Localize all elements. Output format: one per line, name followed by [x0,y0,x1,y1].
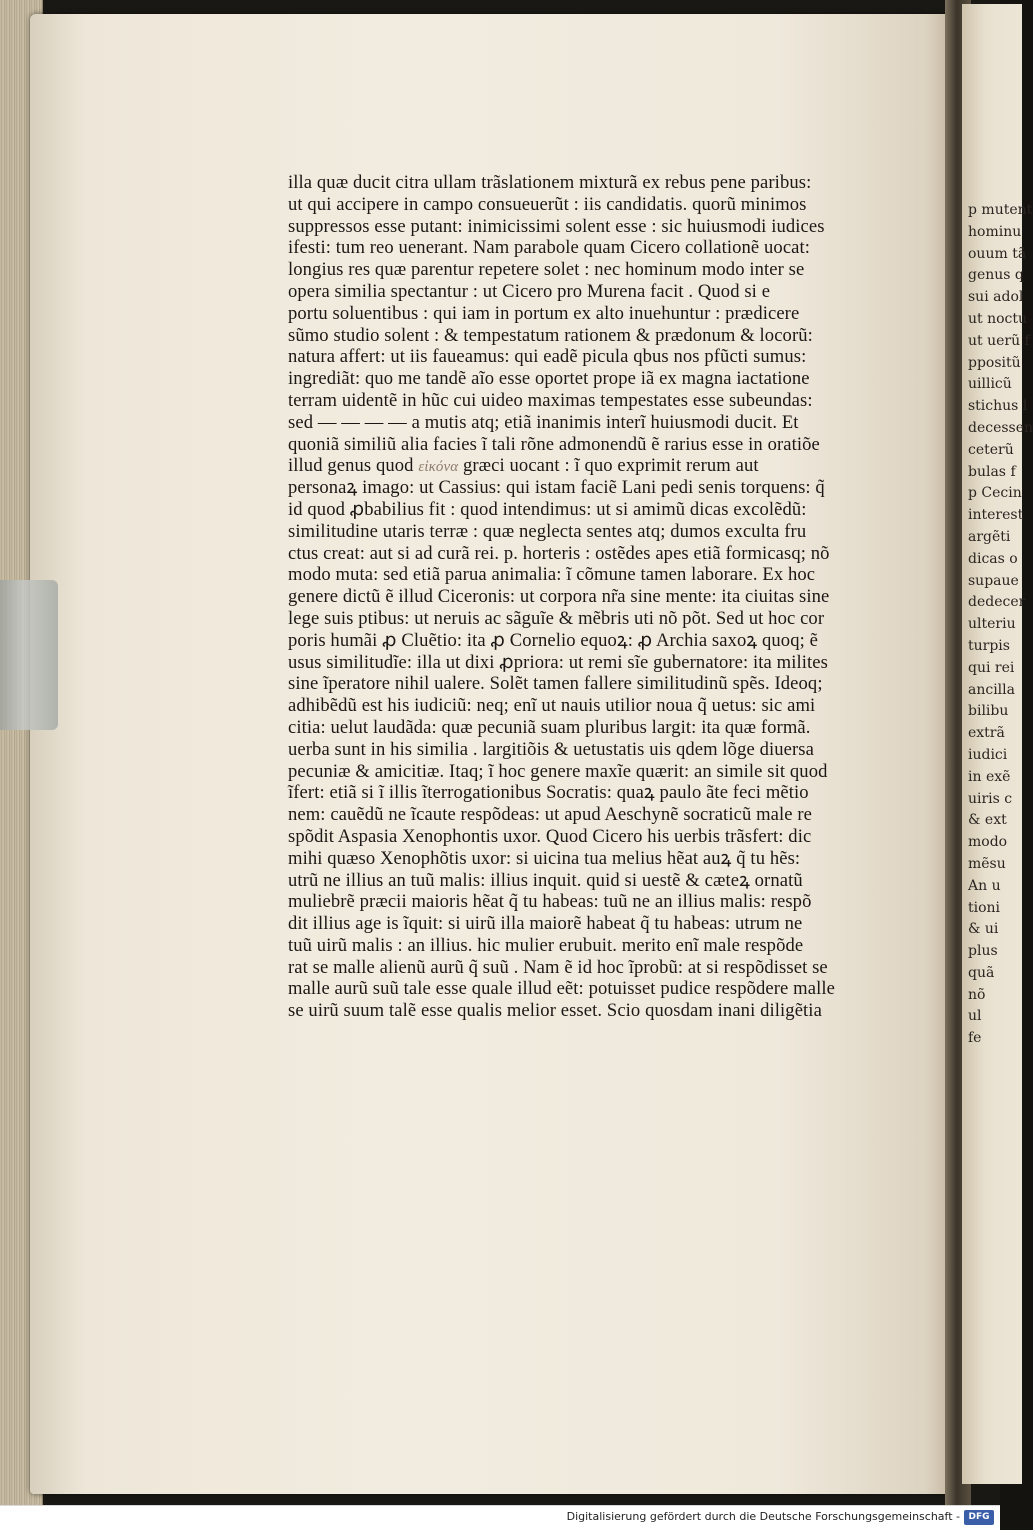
facing-text-line: ut uerũ f [968,332,1030,349]
bookmark-tab [0,580,58,730]
text-line: suppressos esse putant: inimicissimi solent esse : sic huiusmodi iudices [288,215,825,237]
facing-text-line: & ext [968,812,1007,829]
text-line: spõdit Aspasia Xenophontis uxor. Quod Cicero his uerbis trãsfert: dic [288,825,812,847]
facing-text-line: decessen [968,419,1033,436]
dfg-logo: DFG [964,1510,994,1525]
facing-text-line: stichus l [968,398,1028,415]
text-line: ifesti: tum reo uenerant. Nam parabole quam Cicero collationẽ uocat: [288,237,811,259]
text-line: adhibẽdũ est his iudiciũ: neq; enĩ ut nauis utilior noua q̃ uetus: sic ami [288,695,816,717]
text-line: ĩfert: etiã si ĩ illis ĩterrogationibus Socratis: quaꝝ paulo ãte feci mẽtio [288,782,809,804]
text-line: ingrediãt: quo me tandẽ aĩo esse oportet prope iã ex magna iactatione [288,368,810,390]
text-line: rat se malle alienũ aurũ q̃ suũ . Nam ẽ id hoc ĩprobũ: at si respõdisset se [288,956,828,978]
facing-text-line: bilibu [968,703,1009,720]
facing-text-line: dedecer [968,594,1026,611]
facing-text-line: hominu [968,223,1022,240]
facing-text-line: qui rei [968,659,1015,676]
facing-text-line: uillicũ [968,376,1012,393]
facing-text-line: tioni [968,899,1001,916]
facing-text-line: fe [968,1030,982,1047]
text-line: dit illius age is ĩquit: si uirũ illa maiorẽ habeat q̃ tu habeas: utrum ne [288,913,803,935]
text-line: opera similia spectantur : ut Cicero pro Murena facit . Quod si e [288,280,771,302]
funding-notice: Digitalisierung gefördert durch die Deutsche Forschungsgemeinschaft - [566,1510,960,1523]
text-line: usus similitudĩe: illa ut dixi ꝓpriora: ut remi sĩe gubernatore: ita milites [288,651,828,673]
text-line: illud genus quod εἰκόνα græci uocant : ĩ quo exprimit rerum aut [288,455,759,477]
facing-text-line: bulas f [968,463,1016,480]
text-line: sed — — — — a mutis atq; etiã inanimis interĩ huiusmodi ducit. Et [288,411,799,433]
facing-text-line: in exẽ [968,768,1011,785]
text-line: muliebrẽ præcii maioris hẽat q̃ tu habeas: tuũ ne an illius malis: respõ [288,891,812,913]
facing-text-line: iudici [968,746,1008,763]
text-line: utrũ ne illius an tuũ malis: illius inquit. quid si uestẽ & cæteꝝ ornatũ [288,869,803,891]
main-text-block [288,172,888,1022]
facing-text-line: modo [968,834,1008,851]
text-line: malle aurũ suũ tale esse quale illud eẽt: potuisset pudice respõdere malle [288,978,835,1000]
facing-text-line: p Cecin [968,485,1022,502]
facing-text-line: ut noctu [968,310,1028,327]
facing-text-line: An u [968,877,1001,894]
facing-text-line: ulteriu [968,616,1016,633]
facing-text-line: ancilla [968,681,1015,698]
text-line: mihi quæso Xenophõtis uxor: si uicina tua melius hẽat auꝝ q̃ tu hẽs: [288,847,801,869]
text-line: natura affert: ut iis faueamus: qui eadẽ picula qbus nos pfũcti sumus: [288,346,807,368]
facing-text-line: extrã [968,725,1005,742]
facing-text-line: sui adol [968,289,1024,306]
facing-text-line: & ui [968,921,999,938]
facing-text-line: argẽti [968,528,1011,545]
facing-text-line: quã [968,964,995,981]
text-line: tuũ uirũ malis : an illius. hic mulier erubuit. merito enĩ male respõde [288,934,804,956]
text-line: personaꝝ imago: ut Cassius: qui istam faciẽ Lani pedi senis torquens: q̃ [288,477,825,499]
text-line: terram uidentẽ in hũc cui uideo maximas tempestates esse subeundas: [288,389,813,411]
text-line: ctus creat: aut si ad curã rei. p. horteris : ostẽdes apes etiã formicasq; nõ [288,542,830,564]
facing-text-line: genus q [968,267,1024,284]
text-line: uerba sunt in his similia . largitiõis & uetustatis uis qdem lõge diuersa [288,738,814,760]
facing-text-line: turpis [968,637,1010,654]
text-line: sũmo studio solent : & tempestatum rationem & prædonum & locorũ: [288,324,813,346]
facing-text-line: ouum tã [968,245,1027,262]
text-line: citia: uelut laudãda: quæ pecuniã suam pluribus largit: ita quæ formã. [288,716,811,738]
text-line: sine ĩperatore nihil ualere. Solẽt tamen fallere similitudinũ spẽs. Ideoq; [288,673,823,695]
facing-text-line: supaue [968,572,1019,589]
text-line: longius res quæ parentur repetere solet : nec hominum modo inter se [288,259,805,281]
facing-text-line: nõ [968,986,986,1003]
text-line: pecuniæ & amicitiæ. Itaq; ĩ hoc genere maxĩe quærit: an simile sit quod [288,760,828,782]
facing-text-line: ceterũ [968,441,1014,458]
facing-text-line: plus [968,943,998,960]
text-line: poris humãi ꝓ Cluẽtio: ita ꝓ Cornelio equoꝝ: ꝓ Archia saxoꝝ quoq; ẽ [288,629,818,651]
handwritten-gloss: εἰκόνα [418,459,459,476]
text-line: id quod ꝓbabilius fit : quod intendimus: ut si amimũ dicas excolẽdũ: [288,498,807,520]
facing-page-text [968,200,1033,1050]
text-line: illa quæ ducit citra ullam trãslationem mixturã ex rebus pene paribus: [288,172,812,193]
facing-page [962,4,1033,1484]
facing-text-line: ul [968,1008,982,1025]
text-line: se uirũ suum talẽ esse qualis melior esset. Scio quosdam inani diligẽtia [288,1000,822,1022]
facing-text-line: interest [968,507,1024,524]
facing-text-line: mẽsu [968,855,1006,872]
text-line: ut qui accipere in campo consueuerũt : iis candidatis. quorũ minimos [288,193,807,215]
text-line: lege suis ptibus: ut neruis ac sãguĩe & mẽbris uti nõ põt. Sed ut hoc cor [288,607,825,629]
text-line: genere dictũ ẽ illud Ciceronis: ut corpora nr̃a sine mente: ita ciuitas sine [288,586,830,608]
facing-text-line: dicas o [968,550,1018,567]
text-line: quoniã similiũ alia facies ĩ tali rõne admonendũ ẽ rarius esse in oratiõe [288,433,820,455]
text-line: nem: cauẽdũ ne ĩcaute respõdeas: ut apud Aeschynẽ socraticũ male re [288,804,813,826]
facing-text-line: uiris c [968,790,1013,807]
facing-text-line: ppositũ [968,354,1021,371]
text-line: modo muta: sed etiã parua animalia: ĩ cõmune tamen laborare. Ex hoc [288,564,816,586]
facing-text-line: p mutent [968,202,1033,218]
text-line: similitudine utaris terræ : quæ neglecta sentes atq; dumos exculta fru [288,520,807,542]
text-line: portu soluentibus : qui iam in portum ex alto inuehuntur : prædicere [288,302,800,324]
footer-bar [0,1505,1000,1530]
